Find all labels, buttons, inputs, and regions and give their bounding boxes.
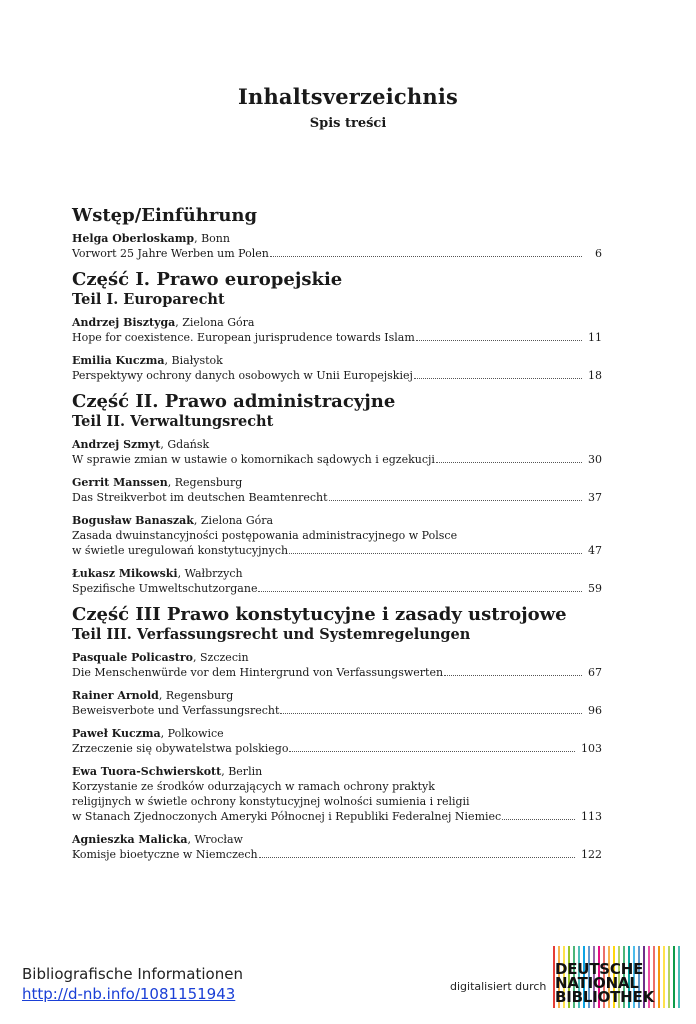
entry-title-line [72,779,602,794]
page-number: 67 [588,666,602,679]
author-name: Paweł Kuczma [72,727,161,740]
author-place: , Wałbrzych [177,567,243,580]
section-subtitle: Teil III. Verfassungsrecht und Systemregelungen [72,626,471,643]
page-number: 103 [581,742,602,755]
dnb-logo [553,946,683,1008]
dot-leader [436,462,582,463]
page-number: 59 [588,582,602,595]
page-number: 47 [588,544,602,557]
entry-title: Vorwort 25 Jahre Werben um Polen [72,247,269,260]
entry-title-line [72,543,602,558]
entry-title-line [72,703,602,718]
dot-leader [289,751,575,752]
table-of-contents [72,205,602,870]
author-place: , Regensburg [167,476,243,489]
entry-author-line [72,650,602,665]
dnb-logo-text [555,962,654,1004]
entry-title: Die Menschenwürde vor dem Hintergrund von Verfassungswerten [72,666,444,679]
entry-author-line [72,475,602,490]
entry-title-line [72,741,602,756]
entry-title-line [72,794,602,809]
entry-author-line [72,832,602,847]
dot-leader [416,340,582,341]
dot-leader [329,500,582,501]
dnb-logo-line: BIBLIOTHEK [555,988,654,1006]
entry-title: Zasada dwuinstancyjności postępowania administracyjnego w Polsce [72,529,458,542]
toc-entry[interactable] [72,726,602,756]
dnb-logo-bar [678,946,680,1008]
entry-author-line [72,566,602,581]
page-number: 96 [588,704,602,717]
entry-title: Hope for coexistence. European jurisprudence towards Islam [72,331,415,344]
dot-leader [280,713,582,714]
entry-title: Perspektywy ochrony danych osobowych w Unii Europejskiej [72,369,413,382]
section-title: Część II. Prawo administracyjne [72,391,396,412]
entry-title: Zrzeczenie się obywatelstwa polskiego [72,742,289,755]
author-place: , Zielona Góra [175,316,255,329]
toc-entry[interactable] [72,513,602,558]
author-name: Pasquale Policastro [72,651,194,664]
dot-leader [270,256,582,257]
toc-entry[interactable] [72,566,602,596]
bib-link[interactable]: http://d-nb.info/1081151943 [22,985,236,1003]
entry-author-line [72,764,602,779]
entry-author-line [72,688,602,703]
author-place: , Szczecin [193,651,249,664]
entry-author-line [72,726,602,741]
author-name: Agnieszka Malicka [72,833,188,846]
dot-leader [414,378,582,379]
author-name: Andrzej Bisztyga [72,316,176,329]
toc-entry[interactable] [72,353,602,383]
author-place: , Białystok [164,354,223,367]
author-place: , Regensburg [158,689,234,702]
author-place: , Gdańsk [160,438,210,451]
toc-entry[interactable] [72,650,602,680]
toc-section [72,604,602,862]
author-name: Gerrit Manssen [72,476,168,489]
author-name: Emilia Kuczma [72,354,165,367]
author-place: , Berlin [221,765,263,778]
toc-entry[interactable] [72,475,602,505]
entry-title-line [72,490,602,505]
entry-title-line [72,581,602,596]
toc-section [72,269,602,383]
toc-entry[interactable] [72,688,602,718]
entry-title: W sprawie zmian w ustawie o komornikach sądowych i egzekucji [72,453,435,466]
toc-entry[interactable] [72,437,602,467]
author-name: Łukasz Mikowski [72,567,178,580]
page-number: 37 [588,491,602,504]
entry-title-line [72,246,602,261]
entry-title: w świetle uregulowań konstytucyjnych [72,544,289,557]
toc-section [72,391,602,596]
dnb-logo-bar [673,946,675,1008]
entry-author-line [72,315,602,330]
entry-title-line [72,330,602,345]
entry-author-line [72,353,602,368]
entry-title-line [72,452,602,467]
author-place: , Zielona Góra [193,514,274,527]
section-title: Wstęp/Einführung [72,205,258,226]
author-name: Helga Oberloskamp [72,232,195,245]
dnb-logo-bar [658,946,660,1008]
author-name: Ewa Tuora-Schwierskott [72,765,222,778]
entry-title-line [72,847,602,862]
entry-author-line [72,437,602,452]
dnb-logo-bar [668,946,670,1008]
bib-label: Bibliografische Informationen [22,965,243,983]
entry-title: Beweisverbote und Verfassungsrecht [72,704,280,717]
toc-entry[interactable] [72,231,602,261]
page-number: 30 [588,453,602,466]
entry-title: Das Streikverbot im deutschen Beamtenrecht [72,491,328,504]
dnb-logo-line: NATIONAL [555,974,639,992]
dot-leader [259,857,575,858]
section-subtitle: Teil II. Verwaltungsrecht [72,413,274,430]
toc-entry[interactable] [72,764,602,824]
author-name: Rainer Arnold [72,689,159,702]
section-subtitle: Teil I. Europarecht [72,291,225,308]
page-number: 113 [581,810,602,823]
entry-title: Korzystanie ze środków odurzających w ramach ochrony praktyk [72,780,435,793]
author-name: Andrzej Szmyt [72,438,161,451]
page-number: 6 [595,247,602,260]
section-title: Część III Prawo konstytucyjne i zasady ustrojowe [72,604,567,625]
author-place: , Polkowice [160,727,224,740]
entry-title-line [72,528,602,543]
author-place: , Bonn [194,232,230,245]
entry-title-line [72,368,602,383]
page-number: 11 [588,331,602,344]
author-place: , Wrocław [187,833,243,846]
toc-entry[interactable] [72,832,602,862]
section-title: Część I. Prawo europejskie [72,269,343,290]
entry-title: religijnych w świetle ochrony konstytucyjnej wolności sumienia i religii [72,795,470,808]
digitized-by-label: digitalisiert durch [450,980,547,993]
author-name: Bogusław Banaszak [72,514,194,527]
dot-leader [258,591,582,592]
toc-entry[interactable] [72,315,602,345]
entry-title: Spezifische Umweltschutzorgane [72,582,258,595]
entry-title-line [72,809,602,824]
dot-leader [444,675,582,676]
entry-title: w Stanach Zjednoczonych Ameryki Północnej i Republiki Federalnej Niemiec [72,810,502,823]
entry-title-line [72,665,602,680]
toc-section [72,205,602,261]
entry-author-line [72,513,602,528]
dnb-logo-line: DEUTSCHE [555,960,644,978]
page-number: 122 [581,848,602,861]
entry-author-line [72,231,602,246]
page-title: Inhaltsverzeichnis [237,84,459,109]
page-subtitle: Spis treści [309,116,387,131]
dot-leader [289,553,582,554]
entry-title: Komisje bioetyczne w Niemczech [72,848,258,861]
page-number: 18 [588,369,602,382]
dot-leader [502,819,575,820]
bibliographic-info [22,965,243,1003]
dnb-logo-bar [663,946,665,1008]
